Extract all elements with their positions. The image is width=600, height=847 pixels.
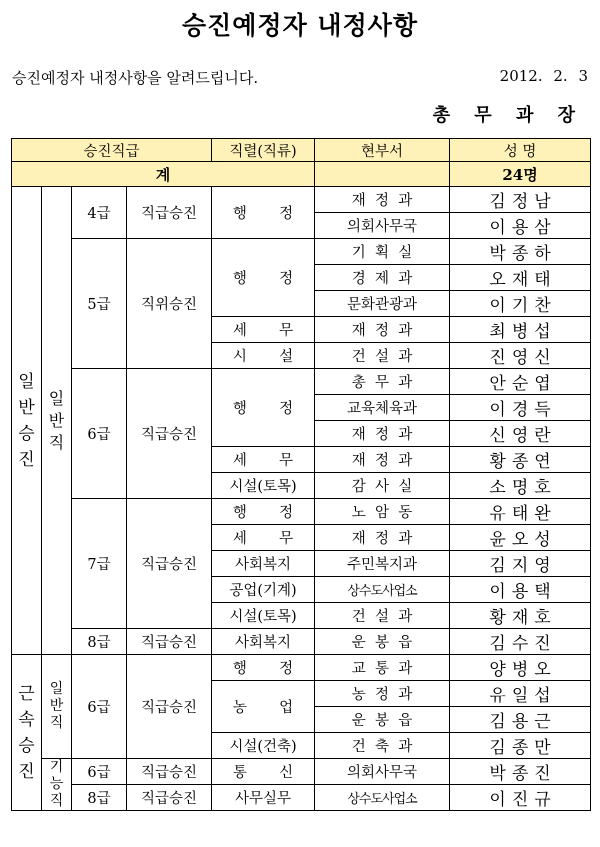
name-cell: 김지영 [450, 551, 591, 577]
grade-cell: 8급 [72, 785, 127, 811]
office-cell: 감 사 실 [315, 473, 450, 499]
name-cell: 오재태 [450, 265, 591, 291]
name-cell: 최병섭 [450, 317, 591, 343]
page-title: 승진예정자 내정사항 [181, 11, 419, 40]
office-cell: 농 정 과 [315, 681, 450, 707]
table-row [12, 499, 591, 525]
office-cell: 교 통 과 [315, 655, 450, 681]
series-cell: 세 무 [212, 317, 315, 343]
name-cell: 유일섭 [450, 681, 591, 707]
name-cell: 윤오성 [450, 525, 591, 551]
grade-cell: 5급 [72, 239, 127, 369]
office-cell: 재 정 과 [315, 187, 450, 213]
office-cell: 재 정 과 [315, 317, 450, 343]
name-cell: 양병오 [450, 655, 591, 681]
series-cell: 통 신 [212, 759, 315, 785]
subgroup-general-service: 일 반 직 [42, 187, 72, 655]
table-header-row [12, 139, 591, 162]
series-cell: 행 정 [212, 369, 315, 447]
group-general-promotion: 일 반 승 진 [12, 187, 42, 655]
promotion-type-cell: 직급승진 [127, 655, 212, 759]
series-cell: 사회복지 [212, 629, 315, 655]
office-cell: 상수도사업소 [315, 785, 450, 811]
name-cell: 소명호 [450, 473, 591, 499]
office-cell: 재 정 과 [315, 525, 450, 551]
office-cell: 건 축 과 [315, 733, 450, 759]
name-cell: 황종연 [450, 447, 591, 473]
series-cell: 사무실무 [212, 785, 315, 811]
office-cell: 상수도사업소 [315, 577, 450, 603]
series-cell: 공업(기계) [212, 577, 315, 603]
name-cell: 신영란 [450, 421, 591, 447]
name-cell: 이기찬 [450, 291, 591, 317]
series-cell: 행 정 [212, 655, 315, 681]
issuing-department: 총 무 과 장 [432, 105, 584, 126]
series-cell: 시설(건축) [212, 733, 315, 759]
series-cell: 행 정 [212, 239, 315, 317]
series-cell: 시설(토목) [212, 603, 315, 629]
name-cell: 안순엽 [450, 369, 591, 395]
office-cell: 교육체육과 [315, 395, 450, 421]
office-cell: 경 제 과 [315, 265, 450, 291]
promotion-type-cell: 직급승진 [127, 759, 212, 785]
grade-cell: 4급 [72, 187, 127, 239]
total-label: 계 [12, 162, 315, 187]
promotion-type-cell: 직급승진 [127, 187, 212, 239]
name-cell: 김수진 [450, 629, 591, 655]
office-cell: 건 설 과 [315, 603, 450, 629]
series-cell: 사회복지 [212, 551, 315, 577]
table-row [12, 187, 591, 213]
name-cell: 유태완 [450, 499, 591, 525]
office-cell: 의회사무국 [315, 213, 450, 239]
promotion-type-cell: 직급승진 [127, 369, 212, 499]
office-cell: 운 봉 읍 [315, 629, 450, 655]
header-name: 성 명 [450, 139, 591, 162]
subgroup-general-service-2: 일 반 직 [42, 655, 72, 759]
name-cell: 박종하 [450, 239, 591, 265]
series-cell: 세 무 [212, 525, 315, 551]
name-cell: 진영신 [450, 343, 591, 369]
name-cell: 김종만 [450, 733, 591, 759]
series-cell: 세 무 [212, 447, 315, 473]
total-row [12, 162, 591, 187]
series-cell: 시설(토목) [212, 473, 315, 499]
header-series: 직렬(직류) [212, 139, 315, 162]
total-count: 24명 [450, 162, 591, 187]
office-cell: 재 정 과 [315, 447, 450, 473]
intro-text: 승진예정자 내정사항을 알려드립니다. [12, 69, 259, 87]
table-row [12, 369, 591, 395]
series-cell: 시 설 [212, 343, 315, 369]
promotion-type-cell: 직급승진 [127, 785, 212, 811]
office-cell: 재 정 과 [315, 421, 450, 447]
grade-cell: 6급 [72, 759, 127, 785]
table-row [12, 759, 591, 785]
header-rank: 승진직급 [12, 139, 212, 162]
series-cell: 행 정 [212, 187, 315, 239]
table-row [12, 629, 591, 655]
group-tenure-promotion: 근 속 승 진 [12, 655, 42, 811]
office-cell: 기 획 실 [315, 239, 450, 265]
promotion-type-cell: 직위승진 [127, 239, 212, 369]
name-cell: 이경득 [450, 395, 591, 421]
grade-cell: 6급 [72, 369, 127, 499]
document-date: 2012. 2. 3 [499, 67, 588, 85]
office-cell: 운 봉 읍 [315, 707, 450, 733]
office-cell: 노 암 동 [315, 499, 450, 525]
promotion-type-cell: 직급승진 [127, 629, 212, 655]
name-cell: 박종진 [450, 759, 591, 785]
table-row [12, 239, 591, 265]
office-cell: 총 무 과 [315, 369, 450, 395]
name-cell: 이용삼 [450, 213, 591, 239]
header-office: 현부서 [315, 139, 450, 162]
office-cell: 건 설 과 [315, 343, 450, 369]
name-cell: 김용근 [450, 707, 591, 733]
table-row [12, 655, 591, 681]
total-empty [315, 162, 450, 187]
office-cell: 주민복지과 [315, 551, 450, 577]
promotion-type-cell: 직급승진 [127, 499, 212, 629]
grade-cell: 7급 [72, 499, 127, 629]
grade-cell: 6급 [72, 655, 127, 759]
table-row [12, 785, 591, 811]
grade-cell: 8급 [72, 629, 127, 655]
name-cell: 이용택 [450, 577, 591, 603]
name-cell: 김정남 [450, 187, 591, 213]
name-cell: 이진규 [450, 785, 591, 811]
office-cell: 문화관광과 [315, 291, 450, 317]
series-cell: 농 업 [212, 681, 315, 733]
promotion-table [11, 138, 591, 811]
series-cell: 행 정 [212, 499, 315, 525]
subgroup-technical-service: 기 능 직 [42, 759, 72, 811]
office-cell: 의회사무국 [315, 759, 450, 785]
name-cell: 황재호 [450, 603, 591, 629]
